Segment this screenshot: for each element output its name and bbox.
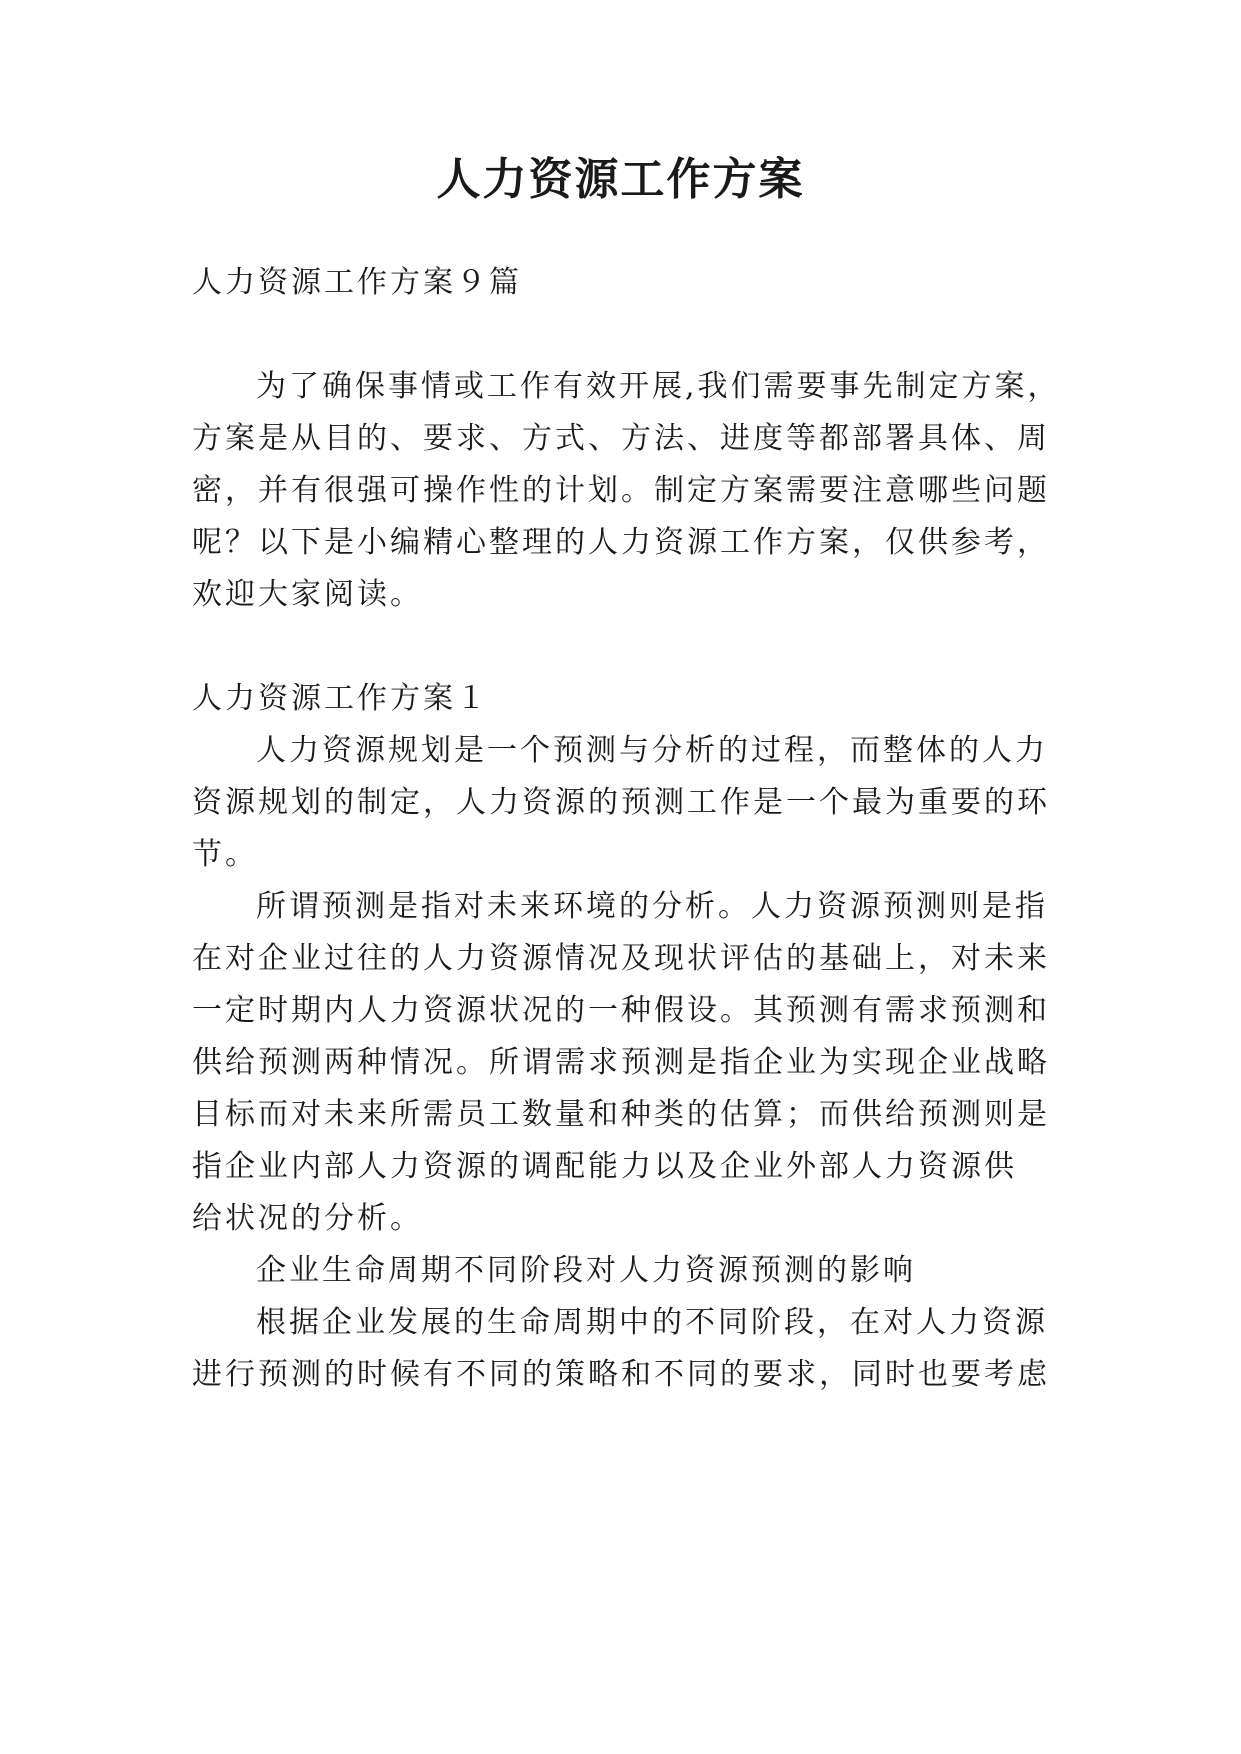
para3-line-1: 根据企业发展的生命周期中的不同阶段，在对人力资源 <box>256 1305 1048 1340</box>
intro-line-2: 方案是从目的、要求、方式、方法、进度等都部署具体、周 <box>192 421 1050 456</box>
para2-line-3: 一定时期内人力资源状况的一种假设。其预测有需求预测和 <box>192 993 1050 1028</box>
intro-line-1: 为了确保事情或工作有效开展,我们需要事先制定方案， <box>256 369 1061 404</box>
intro-line-5: 欢迎大家阅读。 <box>192 577 423 612</box>
para2-line-1: 所谓预测是指对未来环境的分析。人力资源预测则是指 <box>256 889 1048 924</box>
subheading: 企业生命周期不同阶段对人力资源预测的影响 <box>256 1253 916 1288</box>
document-title: 人力资源工作方案 <box>436 154 805 205</box>
para3-line-2: 进行预测的时候有不同的策略和不同的要求，同时也要考虑 <box>192 1357 1050 1392</box>
intro-line-4: 呢？以下是小编精心整理的人力资源工作方案，仅供参考， <box>192 525 1050 560</box>
para1-line-3: 节。 <box>192 837 258 872</box>
para2-line-7: 给状况的分析。 <box>192 1201 423 1236</box>
para2-line-5: 目标而对未来所需员工数量和种类的估算；而供给预测则是 <box>192 1097 1050 1132</box>
para1-line-2: 资源规划的制定，人力资源的预测工作是一个最为重要的环 <box>192 785 1050 820</box>
section-heading-1: 人力资源工作方案１ <box>192 681 489 716</box>
intro-line-3: 密，并有很强可操作性的计划。制定方案需要注意哪些问题 <box>192 473 1050 508</box>
para1-line-1: 人力资源规划是一个预测与分析的过程，而整体的人力 <box>256 733 1048 768</box>
para2-line-6: 指企业内部人力资源的调配能力以及企业外部人力资源供 <box>192 1149 1017 1184</box>
para2-line-4: 供给预测两种情况。所谓需求预测是指企业为实现企业战略 <box>192 1045 1050 1080</box>
document-subtitle: 人力资源工作方案９篇 <box>192 265 522 300</box>
para2-line-2: 在对企业过往的人力资源情况及现状评估的基础上，对未来 <box>192 941 1050 976</box>
